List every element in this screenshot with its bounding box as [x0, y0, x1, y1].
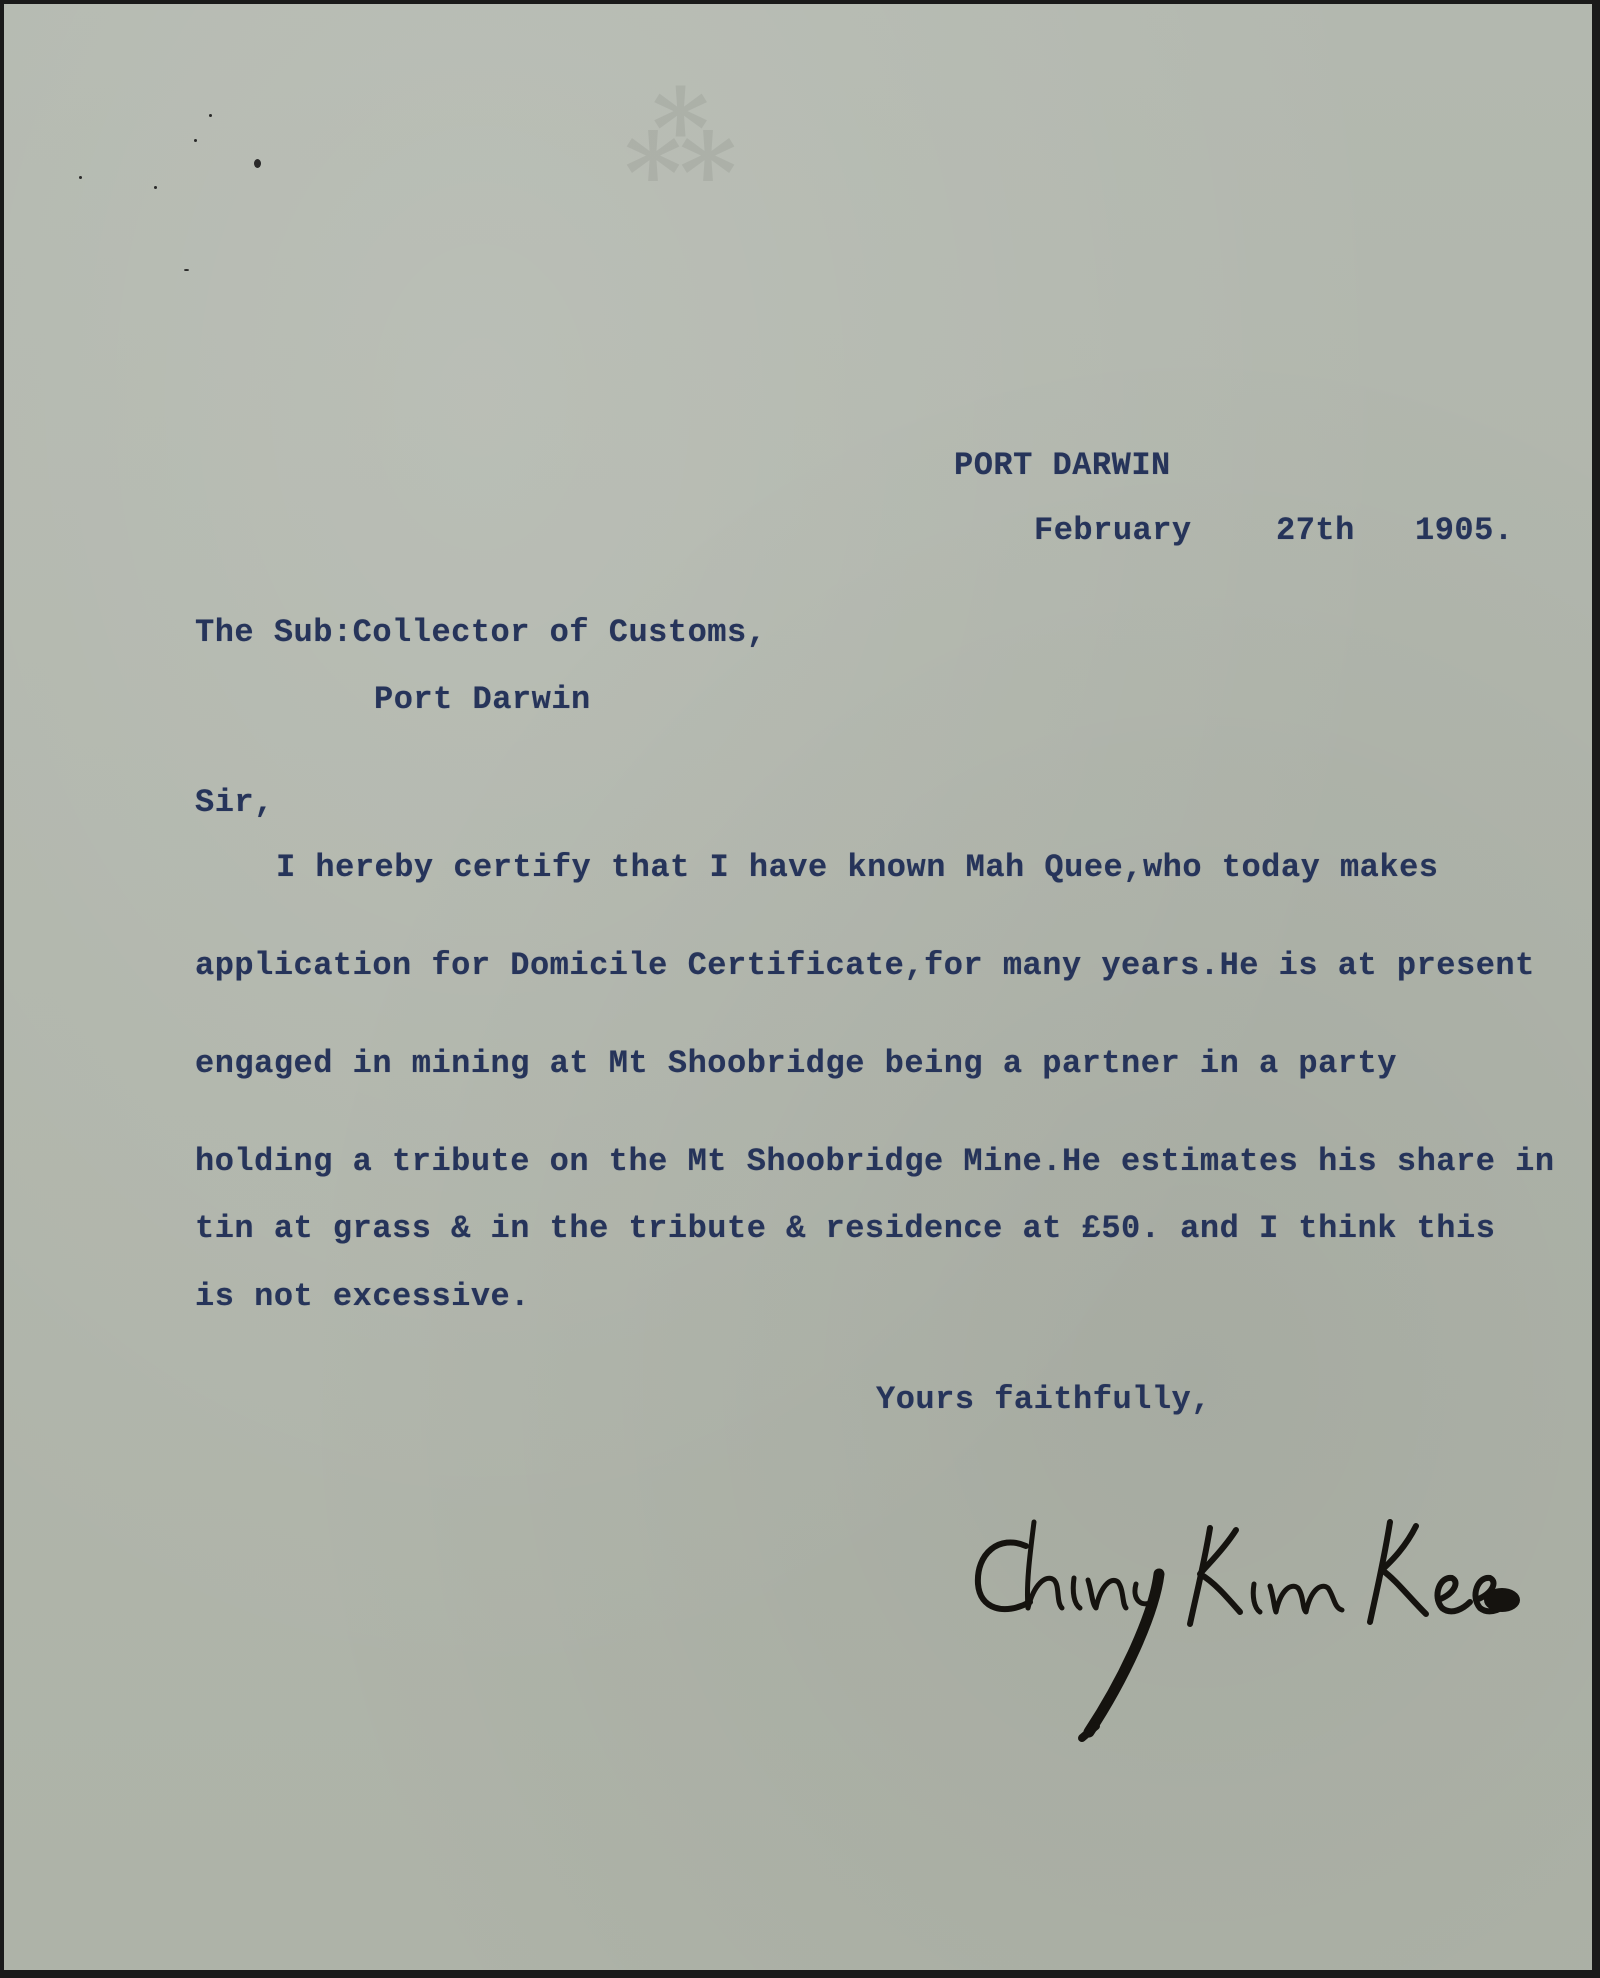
ink-speck: [79, 176, 82, 179]
letter-date-month: February: [1034, 512, 1192, 549]
letter-page: [4, 4, 1592, 1970]
body-line-3: engaged in mining at Mt Shoobridge being a partner in a party: [195, 1045, 1397, 1082]
closing: Yours faithfully,: [876, 1381, 1211, 1418]
addressee-line-2: Port Darwin: [374, 681, 591, 718]
paper-watermark: ⁂: [618, 74, 740, 217]
letter-date-year: 1905.: [1415, 512, 1514, 549]
ink-speck: [209, 114, 212, 117]
body-line-2: application for Domicile Certificate,for many years.He is at present: [195, 947, 1535, 984]
addressee-line-1: The Sub:Collector of Customs,: [195, 614, 767, 651]
letter-place: PORT DARWIN: [954, 447, 1171, 484]
body-line-1: I hereby certify that I have known Mah Quee,who today makes: [276, 849, 1439, 886]
ink-speck: [194, 139, 197, 142]
body-line-5: tin at grass & in the tribute & residence at £50. and I think this: [195, 1210, 1496, 1247]
salutation: Sir,: [195, 784, 274, 821]
ink-speck: [154, 186, 157, 189]
ink-speck: [184, 269, 189, 271]
handwritten-signature: [964, 1504, 1574, 1744]
body-line-6: is not excessive.: [195, 1278, 530, 1315]
letter-date-day: 27th: [1276, 512, 1355, 549]
ink-speck: [254, 159, 261, 168]
body-line-4: holding a tribute on the Mt Shoobridge Mine.He estimates his share in: [195, 1143, 1555, 1180]
